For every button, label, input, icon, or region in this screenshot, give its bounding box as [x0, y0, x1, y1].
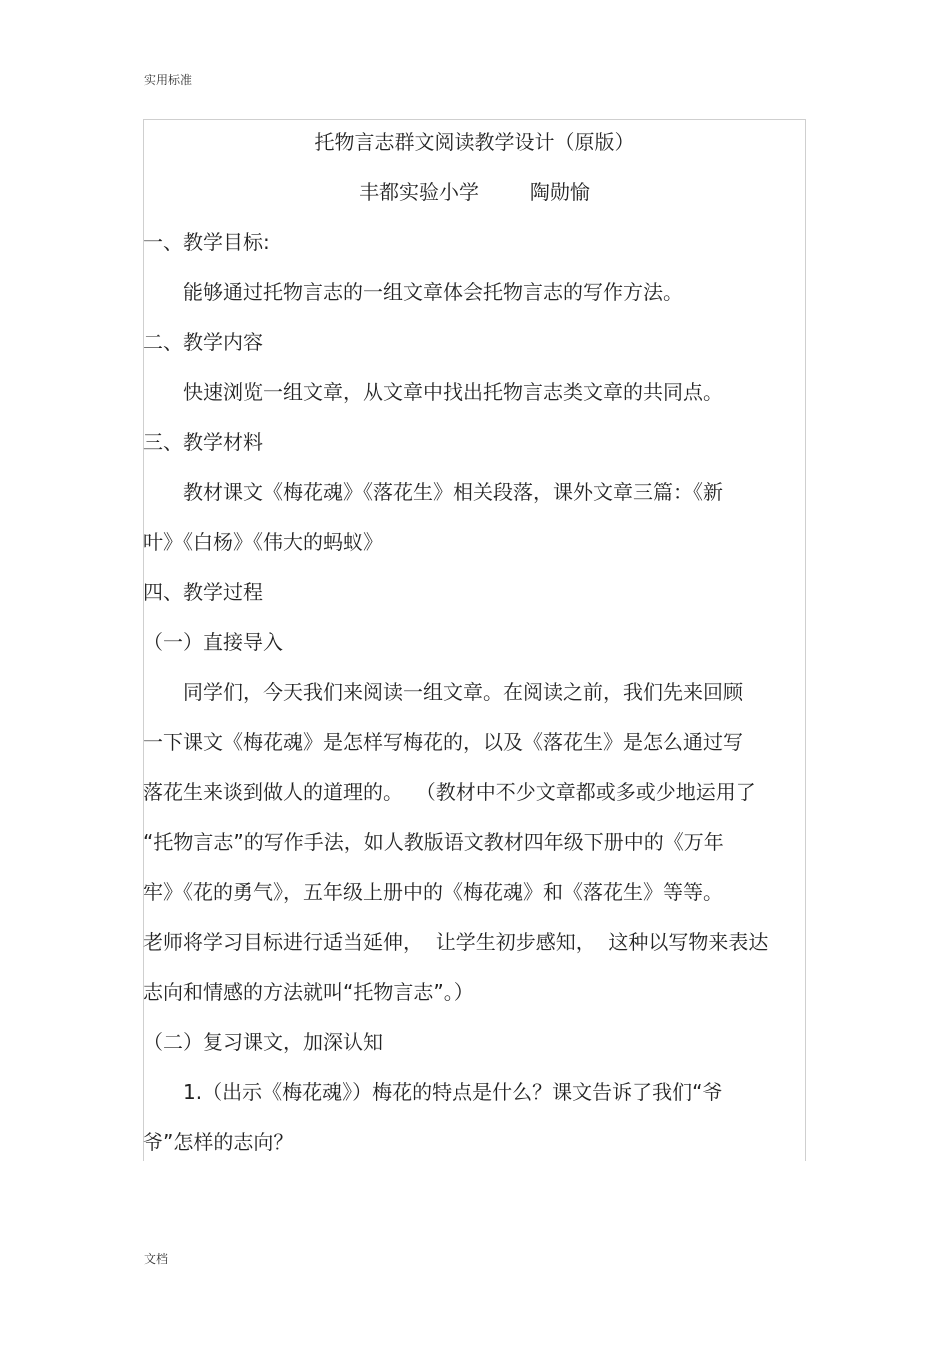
paragraph-line: 一下课文《梅花魂》是怎样写梅花的，以及《落花生》是怎么通过写 [143, 730, 743, 754]
paragraph-line: 爷”怎样的志向？ [143, 1130, 294, 1154]
paragraph-line: 志向和情感的方法就叫“托物言志”。） [143, 980, 474, 1004]
paragraph-line: 快速浏览一组文章，从文章中找出托物言志类文章的共同点。 [183, 380, 723, 404]
paragraph-line: 落花生来谈到做人的道理的。 （教材中不少文章都或多或少地运用了 [143, 780, 756, 804]
section-heading-content: 二、教学内容 [143, 330, 263, 354]
paragraph-line: 老师将学习目标进行适当延伸， 让学生初步感知， 这种以写物来表达 [143, 930, 769, 954]
section-heading-process: 四、教学过程 [143, 580, 263, 604]
paragraph-line: 1.（出示《梅花魂》）梅花的特点是什么？课文告诉了我们“爷 [183, 1080, 723, 1104]
running-header: 实用标准 [144, 73, 193, 87]
subsection-heading-review: （二）复习课文，加深认知 [143, 1030, 383, 1054]
paragraph-line: 教材课文《梅花魂》《落花生》相关段落，课外文章三篇：《新 [183, 480, 723, 504]
section-heading-goals: 一、教学目标: [143, 230, 270, 254]
section-heading-materials: 三、教学材料 [143, 430, 263, 454]
paragraph-line: 叶》《白杨》《伟大的蚂蚁》 [143, 530, 383, 554]
paragraph-line: 同学们，今天我们来阅读一组文章。在阅读之前，我们先来回顾 [183, 680, 743, 704]
paragraph-line: 牢》《花的勇气》，五年级上册中的《梅花魂》和《落花生》等等。 [143, 880, 723, 904]
paragraph-line: 能够通过托物言志的一组文章体会托物言志的写作方法。 [183, 280, 683, 304]
document-title: 托物言志群文阅读教学设计（原版） [314, 130, 635, 154]
running-footer: 文档 [144, 1252, 169, 1266]
subsection-heading-intro: （一）直接导入 [143, 630, 283, 654]
document-byline: 丰都实验小学 陶勋愉 [359, 180, 590, 204]
paragraph-line: “托物言志”的写作手法，如人教版语文教材四年级下册中的《万年 [143, 830, 724, 854]
